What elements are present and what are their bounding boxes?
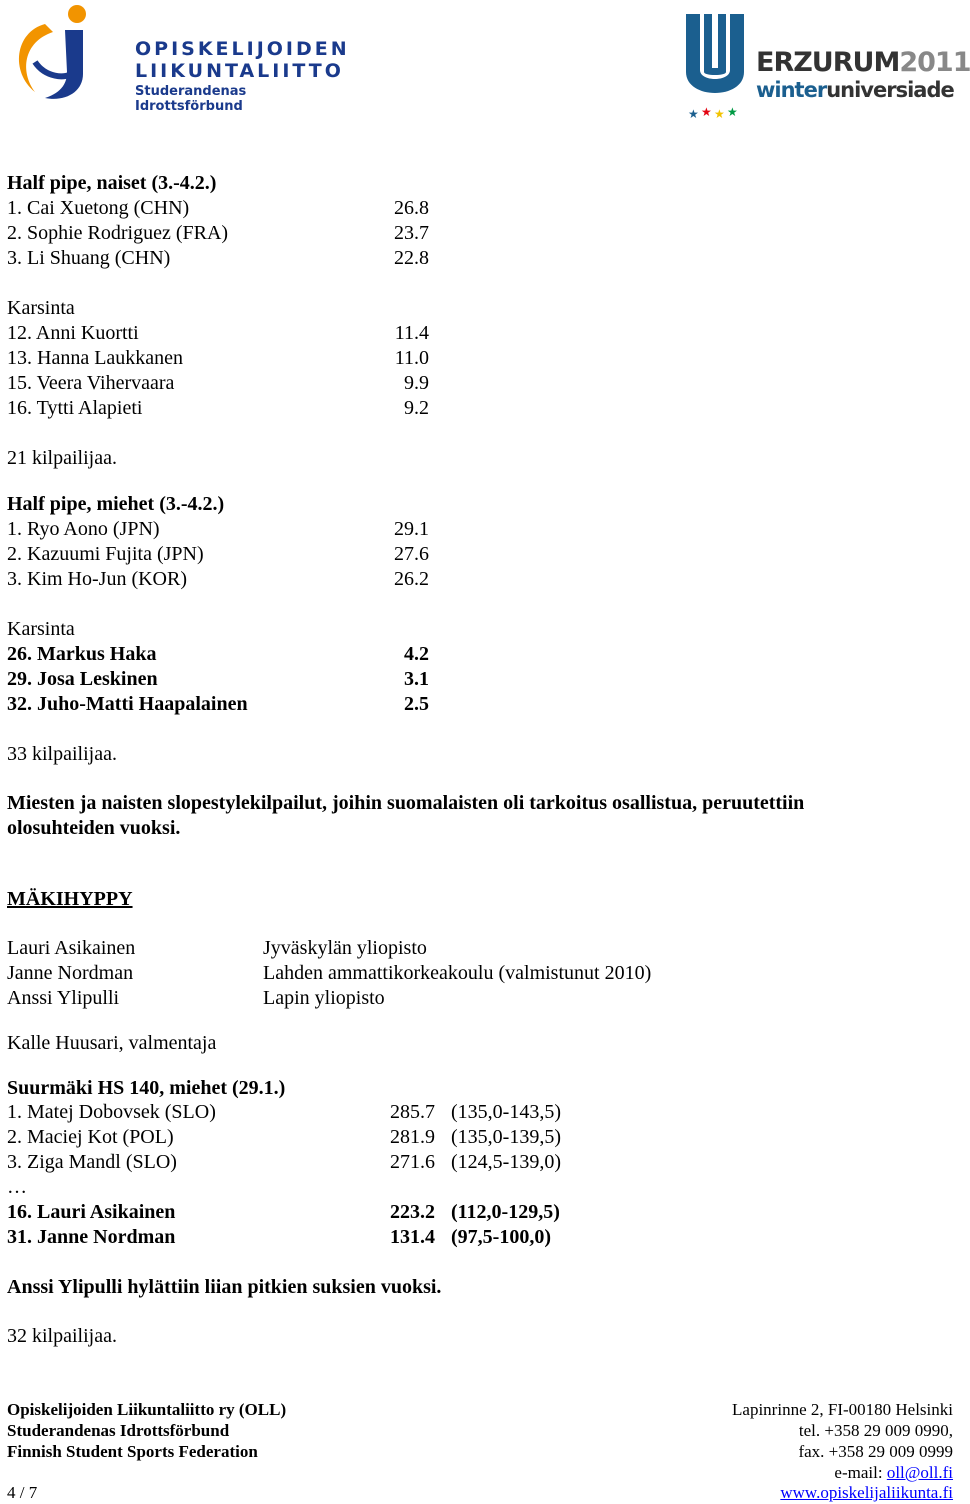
sj-result-jumps-3: (124,5-139,0) <box>451 1151 561 1173</box>
hp-women-row-3: 3. Li Shuang (CHN) <box>7 247 171 269</box>
slopestyle-note-line1: Miesten ja naisten slopestylekilpailut, joihin suomalaisten oli tarkoitus osallistua, peruutettiin <box>7 792 805 814</box>
oll-logo-line1: OPISKELIJOIDEN <box>135 38 350 60</box>
sj-disqualification-note: Anssi Ylipulli hylättiin liian pitkien suksien vuoksi. <box>7 1276 442 1298</box>
footer-website-link[interactable]: www.opiskelijaliikunta.fi <box>780 1483 953 1502</box>
erzurum-subtitle: winteruniversiade <box>756 78 954 102</box>
oll-logo-line3: Studerandenas Idrottsförbund <box>135 84 247 114</box>
hp-men-row-2: 2. Kazuumi Fujita (JPN) <box>7 543 204 565</box>
footer-org-english: Finnish Student Sports Federation <box>7 1442 258 1461</box>
sj-result-jumps-1: (135,0-143,5) <box>451 1101 561 1123</box>
hp-women-score-1: 26.8 <box>394 197 429 219</box>
athlete-name-1: Lauri Asikainen <box>7 937 136 959</box>
hp-women-score-3: 22.8 <box>394 247 429 269</box>
erzurum-logo <box>682 10 970 122</box>
hp-men-score-2: 27.6 <box>394 543 429 565</box>
hp-women-title: Half pipe, naiset (3.-4.2.) <box>7 172 217 194</box>
svg-text:★: ★ <box>714 107 725 121</box>
hp-women-karsinta: Karsinta <box>7 297 75 319</box>
footer-email-line <box>834 1462 953 1483</box>
page-number: 4 / 7 <box>7 1483 38 1502</box>
footer-fax: fax. +358 29 009 0999 <box>798 1442 953 1461</box>
hp-men-qual-3: 32. Juho-Matti Haapalainen <box>7 693 248 715</box>
oll-emblem-icon <box>5 2 130 102</box>
sj-result-score-1: 285.7 <box>390 1101 435 1123</box>
svg-text:★: ★ <box>727 105 738 119</box>
hp-men-score-1: 29.1 <box>394 518 429 540</box>
sj-finn-score-2: 131.4 <box>390 1226 435 1248</box>
oll-logo-line2: LIIKUNTALIITTO <box>135 60 344 82</box>
athlete-name-2: Janne Nordman <box>7 962 134 984</box>
hp-women-score-2: 23.7 <box>394 222 429 244</box>
hp-men-score-3: 26.2 <box>394 568 429 590</box>
sj-result-score-3: 271.6 <box>390 1151 435 1173</box>
hp-men-row-1: 1. Ryo Aono (JPN) <box>7 518 160 540</box>
hp-women-qual-score-2: 11.0 <box>394 347 429 369</box>
athlete-school-3: Lapin yliopisto <box>263 987 385 1009</box>
hp-women-row-2: 2. Sophie Rodriguez (FRA) <box>7 222 229 244</box>
hp-women-qual-score-4: 9.2 <box>404 397 429 419</box>
erzurum-title: ERZURUM2011 <box>756 47 970 78</box>
universiade-emblem-icon <box>682 10 748 122</box>
sj-finn-name-1: 16. Lauri Asikainen <box>7 1201 176 1223</box>
footer-org-name: Opiskelijoiden Liikuntaliitto ry (OLL) <box>7 1400 287 1419</box>
athlete-name-3: Anssi Ylipulli <box>7 987 120 1009</box>
svg-text:★: ★ <box>701 105 712 119</box>
sj-finn-jumps-2: (97,5-100,0) <box>451 1226 551 1248</box>
oll-logo <box>5 2 350 114</box>
hp-women-count: 21 kilpailijaa. <box>7 447 117 469</box>
hp-men-title: Half pipe, miehet (3.-4.2.) <box>7 493 225 515</box>
footer-email-link[interactable]: oll@oll.fi <box>886 1463 953 1482</box>
hp-women-qual-score-1: 11.4 <box>394 322 429 344</box>
hp-women-row-1: 1. Cai Xuetong (CHN) <box>7 197 190 219</box>
sj-finn-name-2: 31. Janne Nordman <box>7 1226 176 1248</box>
hp-men-qual-1: 26. Markus Haka <box>7 643 157 665</box>
sj-finn-score-1: 223.2 <box>390 1201 435 1223</box>
coach: Kalle Huusari, valmentaja <box>7 1032 217 1054</box>
sj-result-name-1: 1. Matej Dobovsek (SLO) <box>7 1101 216 1123</box>
footer-email-label: e-mail: <box>834 1463 887 1482</box>
hp-men-qual-score-1: 4.2 <box>404 643 429 665</box>
footer-org-swedish: Studerandenas Idrottsförbund <box>7 1421 230 1440</box>
hp-men-qual-score-3: 2.5 <box>404 693 429 715</box>
footer-web-line <box>780 1482 953 1503</box>
footer-phone: tel. +358 29 009 0990, <box>798 1421 953 1440</box>
sj-result-name-2: 2. Maciej Kot (POL) <box>7 1126 174 1148</box>
footer-address: Lapinrinne 2, FI-00180 Helsinki <box>732 1400 953 1419</box>
sj-result-score-2: 281.9 <box>390 1126 435 1148</box>
ski-jump-heading: MÄKIHYPPY <box>7 888 133 910</box>
hp-women-qual-3: 15. Veera Vihervaara <box>7 372 175 394</box>
sj-result-jumps-2: (135,0-139,5) <box>451 1126 561 1148</box>
ski-jump-event-title: Suurmäki HS 140, miehet (29.1.) <box>7 1077 286 1099</box>
athlete-school-1: Jyväskylän yliopisto <box>263 937 427 959</box>
sj-finn-jumps-1: (112,0-129,5) <box>451 1201 560 1223</box>
sj-ellipsis: … <box>7 1176 27 1198</box>
hp-men-qual-score-2: 3.1 <box>404 668 429 690</box>
hp-men-karsinta: Karsinta <box>7 618 75 640</box>
sj-count: 32 kilpailijaa. <box>7 1325 117 1347</box>
hp-women-qual-score-3: 9.9 <box>404 372 429 394</box>
hp-women-qual-4: 16. Tytti Alapieti <box>7 397 143 419</box>
slopestyle-note-line2: olosuhteiden vuoksi. <box>7 817 181 839</box>
hp-women-qual-2: 13. Hanna Laukkanen <box>7 347 184 369</box>
svg-text:★: ★ <box>688 107 699 121</box>
hp-men-count: 33 kilpailijaa. <box>7 743 117 765</box>
hp-men-qual-2: 29. Josa Leskinen <box>7 668 158 690</box>
sj-result-name-3: 3. Ziga Mandl (SLO) <box>7 1151 177 1173</box>
hp-men-row-3: 3. Kim Ho-Jun (KOR) <box>7 568 187 590</box>
athlete-school-2: Lahden ammattikorkeakoulu (valmistunut 2010) <box>263 962 652 984</box>
hp-women-qual-1: 12. Anni Kuortti <box>7 322 139 344</box>
